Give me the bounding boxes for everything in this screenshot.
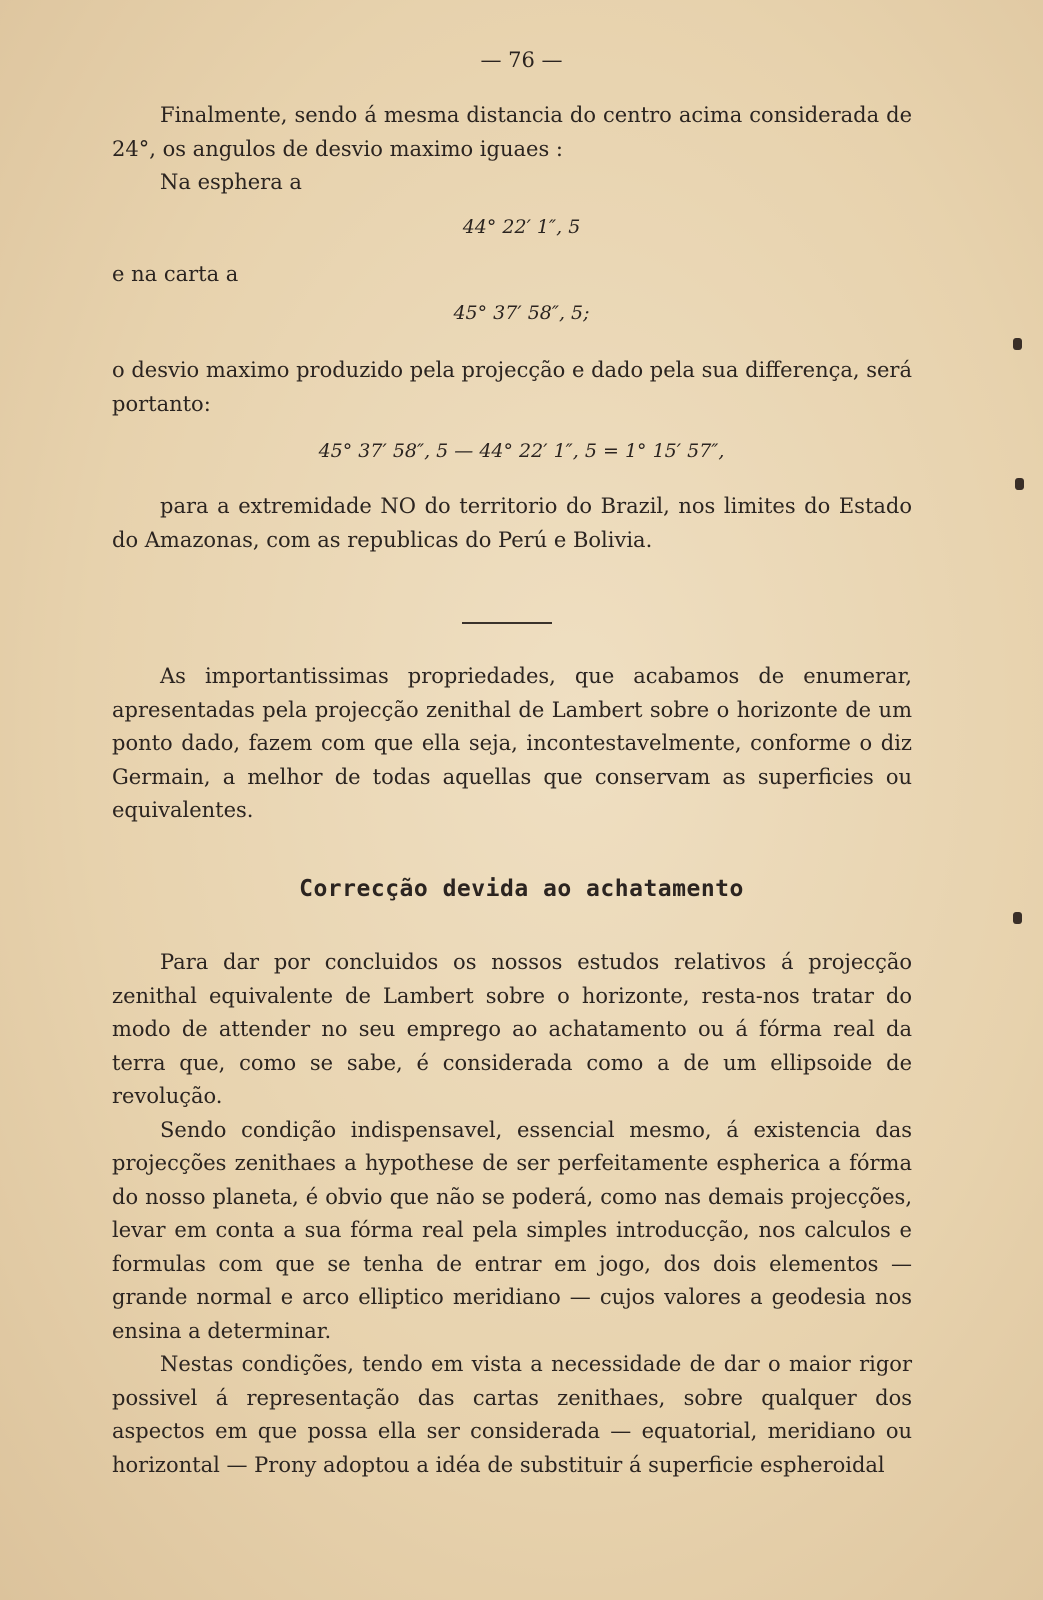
- paper-spot: [1013, 338, 1022, 350]
- paragraph-desvio-text: o desvio maximo produzido pela projecção e dado pela sua differença, será portanto:: [112, 358, 912, 416]
- line-na-esphera: Na esphera a: [160, 170, 302, 194]
- paragraph-desvio: [112, 354, 912, 421]
- paragraph-extremidade: [112, 490, 912, 557]
- paragraph-extremidade-text: para a extremidade NO do territorio do Brazil, nos limites do Estado do Amazonas, com as republicas do Perú e Bolivia.: [112, 494, 912, 552]
- line-carta-wrapper: [112, 258, 912, 292]
- section-divider: [462, 622, 552, 624]
- paragraph-condicao: Sendo condição indispensavel, essencial mesmo, á existencia das projecções zenithaes a hypothese de ser perfeitamente espherica a fórma do nosso planeta, é obvio que não se poderá, como nas demais projecções, levar em conta a sua fórma real pela simples introducção, nos calculos e formulas com que se tenha de entrar em jogo, dos dois elementos — grande normal e arco elliptico meridiano — cujos valores a geodesia nos ensina a determinar.: [112, 1117, 912, 1343]
- paper-spot: [1013, 912, 1022, 924]
- paragraph-nestas-condicoes: Nestas condições, tendo em vista a necessidade de dar o maior rigor possivel á representação das cartas zenithaes, sobre qualquer dos aspectos em que possa ella ser considerada — equatorial, meridiano ou horizontal — Prony adoptou a idéa de substituir á superficie espheroidal: [112, 1352, 912, 1477]
- paragraph-propriedades: [112, 660, 912, 828]
- value-carta: 45° 37′ 58″, 5;: [453, 302, 590, 324]
- value-sphere: 44° 22′ 1″, 5: [462, 216, 581, 238]
- section-body: [112, 946, 912, 1482]
- paper-spot: [1015, 478, 1024, 490]
- paragraph-intro: [112, 99, 912, 200]
- formula-difference: 45° 37′ 58″, 5 — 44° 22′ 1″, 5 = 1° 15′ 57″,: [318, 440, 725, 462]
- paragraph-propriedades-text: As importantissimas propriedades, que acabamos de enumerar, apresentadas pela projecção zenithal de Lambert sobre o horizonte de um ponto dado, fazem com que ella seja, incontestavelmente, conforme o diz Germain, a melhor de todas aquellas que conservam as superficies ou equivalentes.: [112, 664, 912, 822]
- page-number: — 76 —: [480, 48, 563, 72]
- paragraph-concluidos: Para dar por concluidos os nossos estudos relativos á projecção zenithal equivalente de Lambert sobre o horizonte, resta-nos tratar do modo de attender no seu emprego ao achatamento ou á fórma real da terra que, como se sabe, é considerada como a de um ellipsoide de revolução.: [112, 950, 912, 1108]
- line-na-carta: e na carta a: [112, 262, 239, 286]
- section-title: Correcção devida ao achatamento: [299, 876, 744, 902]
- paragraph-finalmente: Finalmente, sendo á mesma distancia do centro acima considerada de 24°, os angulos de desvio maximo iguaes :: [112, 103, 912, 161]
